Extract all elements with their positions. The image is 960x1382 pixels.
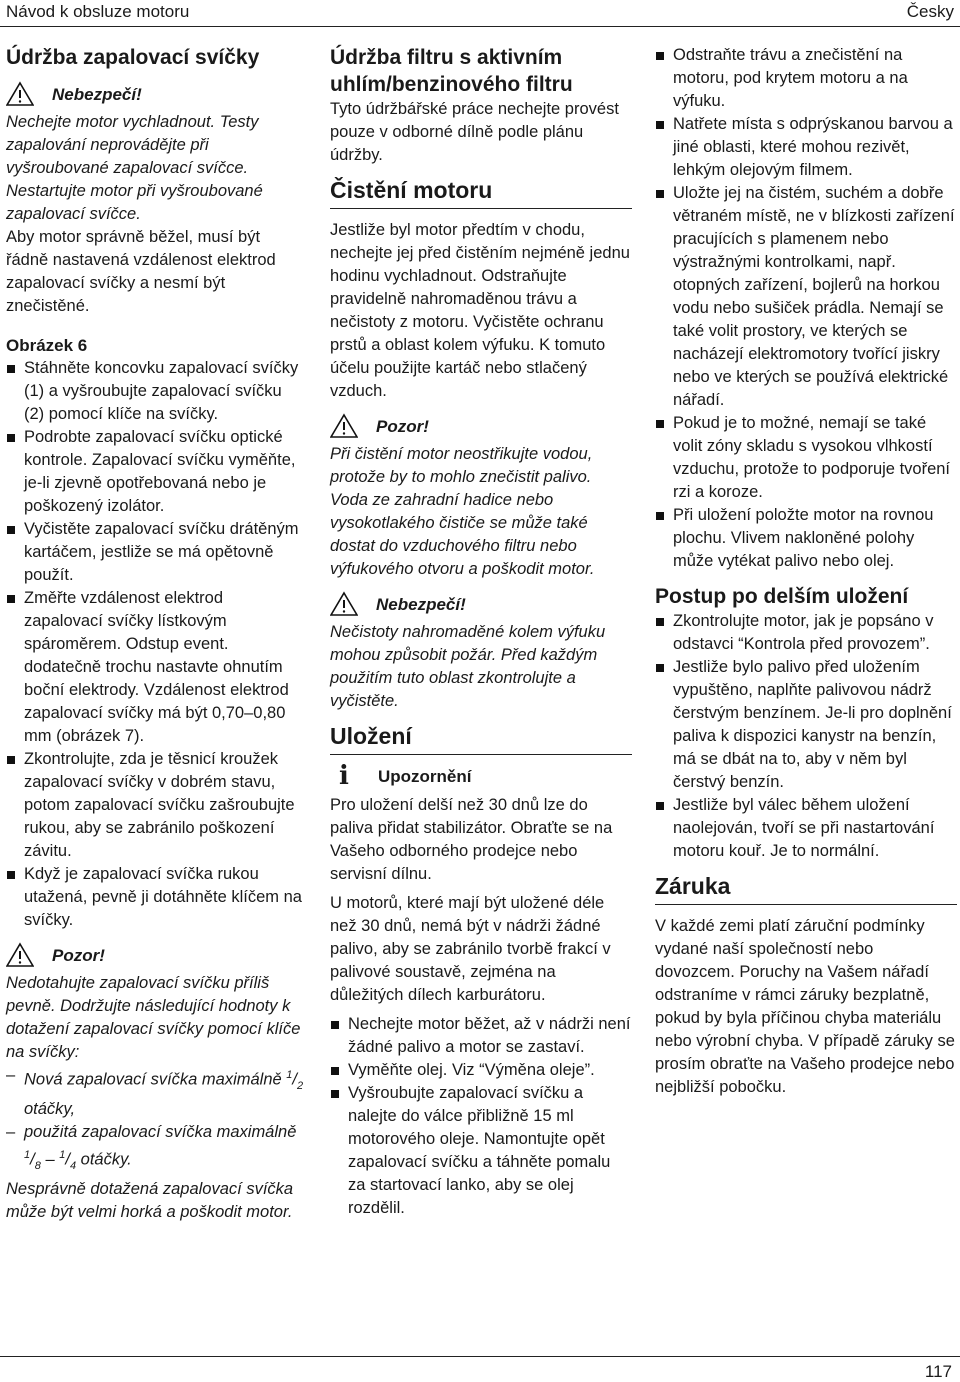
cleaning-text: Jestliže byl motor předtím v chodu, nechejte jej před čistěním nejméně jednu hodinu vychladnout. Odstraňujte pravidelně nahromaděnou trávu a nečistoty z motoru. Vyčistěte ochranu prstů a oblast kolem výfuku. K tomuto účelu použijte kartáč nebo stlačený vzduch. bbox=[330, 221, 630, 400]
list-item: Uložte jej na čistém, suchém a dobře větraném místě, ne v blízkosti zařízení pracujících s plamenem nebo výstražnými kontrolkami, např. otopných zařízení, bojlerů na horkou vodu nebo sušiček prádla. Nemají se také volit prostory, ve kterých se nacházejí elektromotory tvořící jiskry nebo ve kterých se používá elektrické nářadí. bbox=[655, 182, 957, 412]
list-item: Změřte vzdálenost elektrod zapalovací svíčky lístkovým spároměrem. Odstup event. dodatečně trochu nastavte ohnutím boční elektrody. Vzdálenost elektrod zapalovací svíčky má být 0,70–0,80 mm (obrázek 7). bbox=[6, 587, 306, 748]
figure-reference: Obrázek 6 bbox=[6, 336, 88, 355]
page-number: 117 bbox=[924, 1362, 952, 1381]
storage-steps-continued bbox=[655, 44, 957, 573]
list-item: Pokud je to možné, nemají se také volit zóny skladu s vysokou vlhkostí vzduchu, protože to podporuje tvoření rzi a koroze. bbox=[655, 412, 957, 504]
list-item: Vyčistěte zapalovací svíčku drátěným kartáčem, jestliže se má opětovně použít. bbox=[6, 518, 306, 587]
danger-label: Nebezpečí! bbox=[376, 594, 466, 614]
list-item: Jestliže bylo palivo před uložením vypuštěno, naplňte palivovou nádrž čerstvým benzínem. Je-li pro doplnění paliva k dispozici kanystr na benzín, má se dbát na to, aby v něm byl čerstvý benzín. bbox=[655, 656, 957, 794]
caution-end-text: Nesprávně dotažená zapalovací svíčka může být velmi horká a poškodit motor. bbox=[6, 1179, 294, 1221]
warning-triangle-icon bbox=[330, 591, 358, 617]
column-cleaning-storage bbox=[330, 44, 632, 1220]
list-item: Zkontrolujte, zda je těsnicí kroužek zapalovací svíčky v dobrém stavu, potom zapalovací svíčku zašroubujte rukou, aby se zabránilo poškození závitu. bbox=[6, 748, 306, 863]
column-spark-plug bbox=[6, 44, 306, 1224]
after-storage-steps bbox=[655, 610, 957, 863]
warning-triangle-icon bbox=[6, 81, 34, 107]
section-title-filter: Údržba filtru s aktivním uhlím/benzinového filtru bbox=[330, 46, 573, 96]
list-item: Při uložení položte motor na rovnou plochu. Vlivem nakloněné polohy může vytékat palivo nebo olej. bbox=[655, 504, 957, 573]
danger-text: Nechejte motor vychladnout. Testy zapalování neprovádějte při vyšroubované zapalovací svíčce. Nestartujte motor při vyšroubované zapalovací svíčce. bbox=[6, 113, 263, 223]
list-item: Vyměňte olej. Viz “Výměna oleje”. bbox=[330, 1059, 632, 1082]
list-item: Nechejte motor běžet, až v nádrži není žádné palivo a motor se zastaví. bbox=[330, 1013, 632, 1059]
info-icon: i bbox=[339, 761, 349, 791]
torque-list bbox=[6, 1064, 306, 1178]
list-item: – Nová zapalovací svíčka maximálně $^1/_2$ otáčky, bbox=[6, 1064, 306, 1121]
danger-notice bbox=[6, 81, 306, 107]
list-item: Stáhněte koncovku zapalovací svíčky (1) a vyšroubujte zapalovací svíčku (2) pomocí klíče na svíčky. bbox=[6, 357, 306, 426]
warning-triangle-icon bbox=[6, 942, 34, 968]
storage-steps bbox=[330, 1013, 632, 1220]
caution-label: Pozor! bbox=[376, 416, 429, 436]
header-title: Návod k obsluze motoru bbox=[6, 2, 190, 21]
column-storage-warranty bbox=[655, 44, 957, 1099]
spark-plug-steps bbox=[6, 357, 306, 932]
filter-text: Tyto údržbářské práce nechejte provést pouze v odborné dílně podle plánu údržby. bbox=[330, 100, 619, 164]
danger-text: Nečistoty nahromaděné kolem výfuku mohou způsobit požár. Před každým použitím tuto oblast zkontrolujte a vyčistěte. bbox=[330, 623, 606, 710]
caution-text: Nedotahujte zapalovací svíčku příliš pevně. Dodržujte následující hodnoty k dotažení zapalovací svíčky pomocí klíče na svíčky: bbox=[6, 974, 301, 1061]
caution-label: Pozor! bbox=[52, 945, 105, 965]
caution-notice bbox=[330, 413, 632, 439]
note-text: Pro uložení delší než 30 dnů lze do paliva přidat stabilizátor. Obraťte se na Vašeho odborného prodejce nebo servisní dílnu. bbox=[330, 796, 613, 883]
section-title-after-storage: Postup po delším uložení bbox=[655, 585, 909, 608]
header-language: Česky bbox=[906, 2, 954, 21]
list-item: Jestliže byl válec během uložení naolejován, tvoří se při nastartování motoru kouř. Je to normální. bbox=[655, 794, 957, 863]
list-item: Když je zapalovací svíčka rukou utažená, pevně ji dotáhněte klíčem na svíčky. bbox=[6, 863, 306, 932]
list-item: Odstraňte trávu a znečistění na motoru, pod krytem motoru a na výfuku. bbox=[655, 44, 957, 113]
footer-divider bbox=[0, 1356, 960, 1357]
danger-label: Nebezpečí! bbox=[52, 84, 142, 104]
page-header bbox=[0, 0, 960, 27]
caution-text: Při čistění motor neostřikujte vodou, protože by to mohlo znečistit palivo. Voda ze zahradní hadice nebo vysokotlakého čističe se může také dostat do vzduchového filtru nebo výfukového otvoru a poškodit motor. bbox=[330, 445, 595, 578]
intro-text: Aby motor správně běžel, musí být řádně nastavená vzdálenost elektrod zapalovací svíčky a nesmí být znečistěné. bbox=[6, 228, 276, 315]
section-title-warranty: Záruka bbox=[655, 873, 957, 905]
warranty-text: V každé zemi platí záruční podmínky vydané naší společností nebo dovozcem. Poruchy na Vašem nářadí odstraníme v rámci záruky bezplatně, pokud by byla příčinou chyba materiálu nebo výrobní chyba. V případě záruky se prosím obraťte na Vašeho prodejce nebo nejbližší pobočku. bbox=[655, 917, 955, 1096]
section-title-cleaning: Čistění motoru bbox=[330, 177, 632, 209]
list-item: Podrobte zapalovací svíčku optické kontrole. Zapalovací svíčku vyměňte, je-li zjevně opotřebovaná nebo je poškozený izolátor. bbox=[6, 426, 306, 518]
list-item: – použitá zapalovací svíčka maximálně $^1/_8 - ^1/_4$ otáčky. bbox=[6, 1121, 306, 1178]
list-item: Natřete místa s odprýskanou barvou a jiné oblasti, které mohou rezivět, lehkým olejovým filmem. bbox=[655, 113, 957, 182]
section-title-spark-plug: Údržba zapalovací svíčky bbox=[6, 46, 260, 69]
section-title-storage: Uložení bbox=[330, 723, 632, 755]
list-item: Vyšroubujte zapalovací svíčku a nalejte do válce přibližně 15 ml motorového oleje. Namontujte opět zapalovací svíčku a táhněte pomalu za startovací lanko, aby se olej rozdělil. bbox=[330, 1082, 632, 1220]
caution-notice bbox=[6, 942, 306, 968]
storage-text: U motorů, které mají být uložené déle než 30 dnů, nemá být v nádrži žádné palivo, aby se zabránilo tvorbě frakcí v palivové soustavě, zejména na důležitých dílech karburátoru. bbox=[330, 894, 611, 1004]
danger-notice bbox=[330, 591, 632, 617]
note-label: Upozornění bbox=[378, 767, 472, 786]
list-item: Zkontrolujte motor, jak je popsáno v odstavci “Kontrola před provozem”. bbox=[655, 610, 957, 656]
warning-triangle-icon bbox=[330, 413, 358, 439]
note-notice bbox=[330, 761, 632, 791]
